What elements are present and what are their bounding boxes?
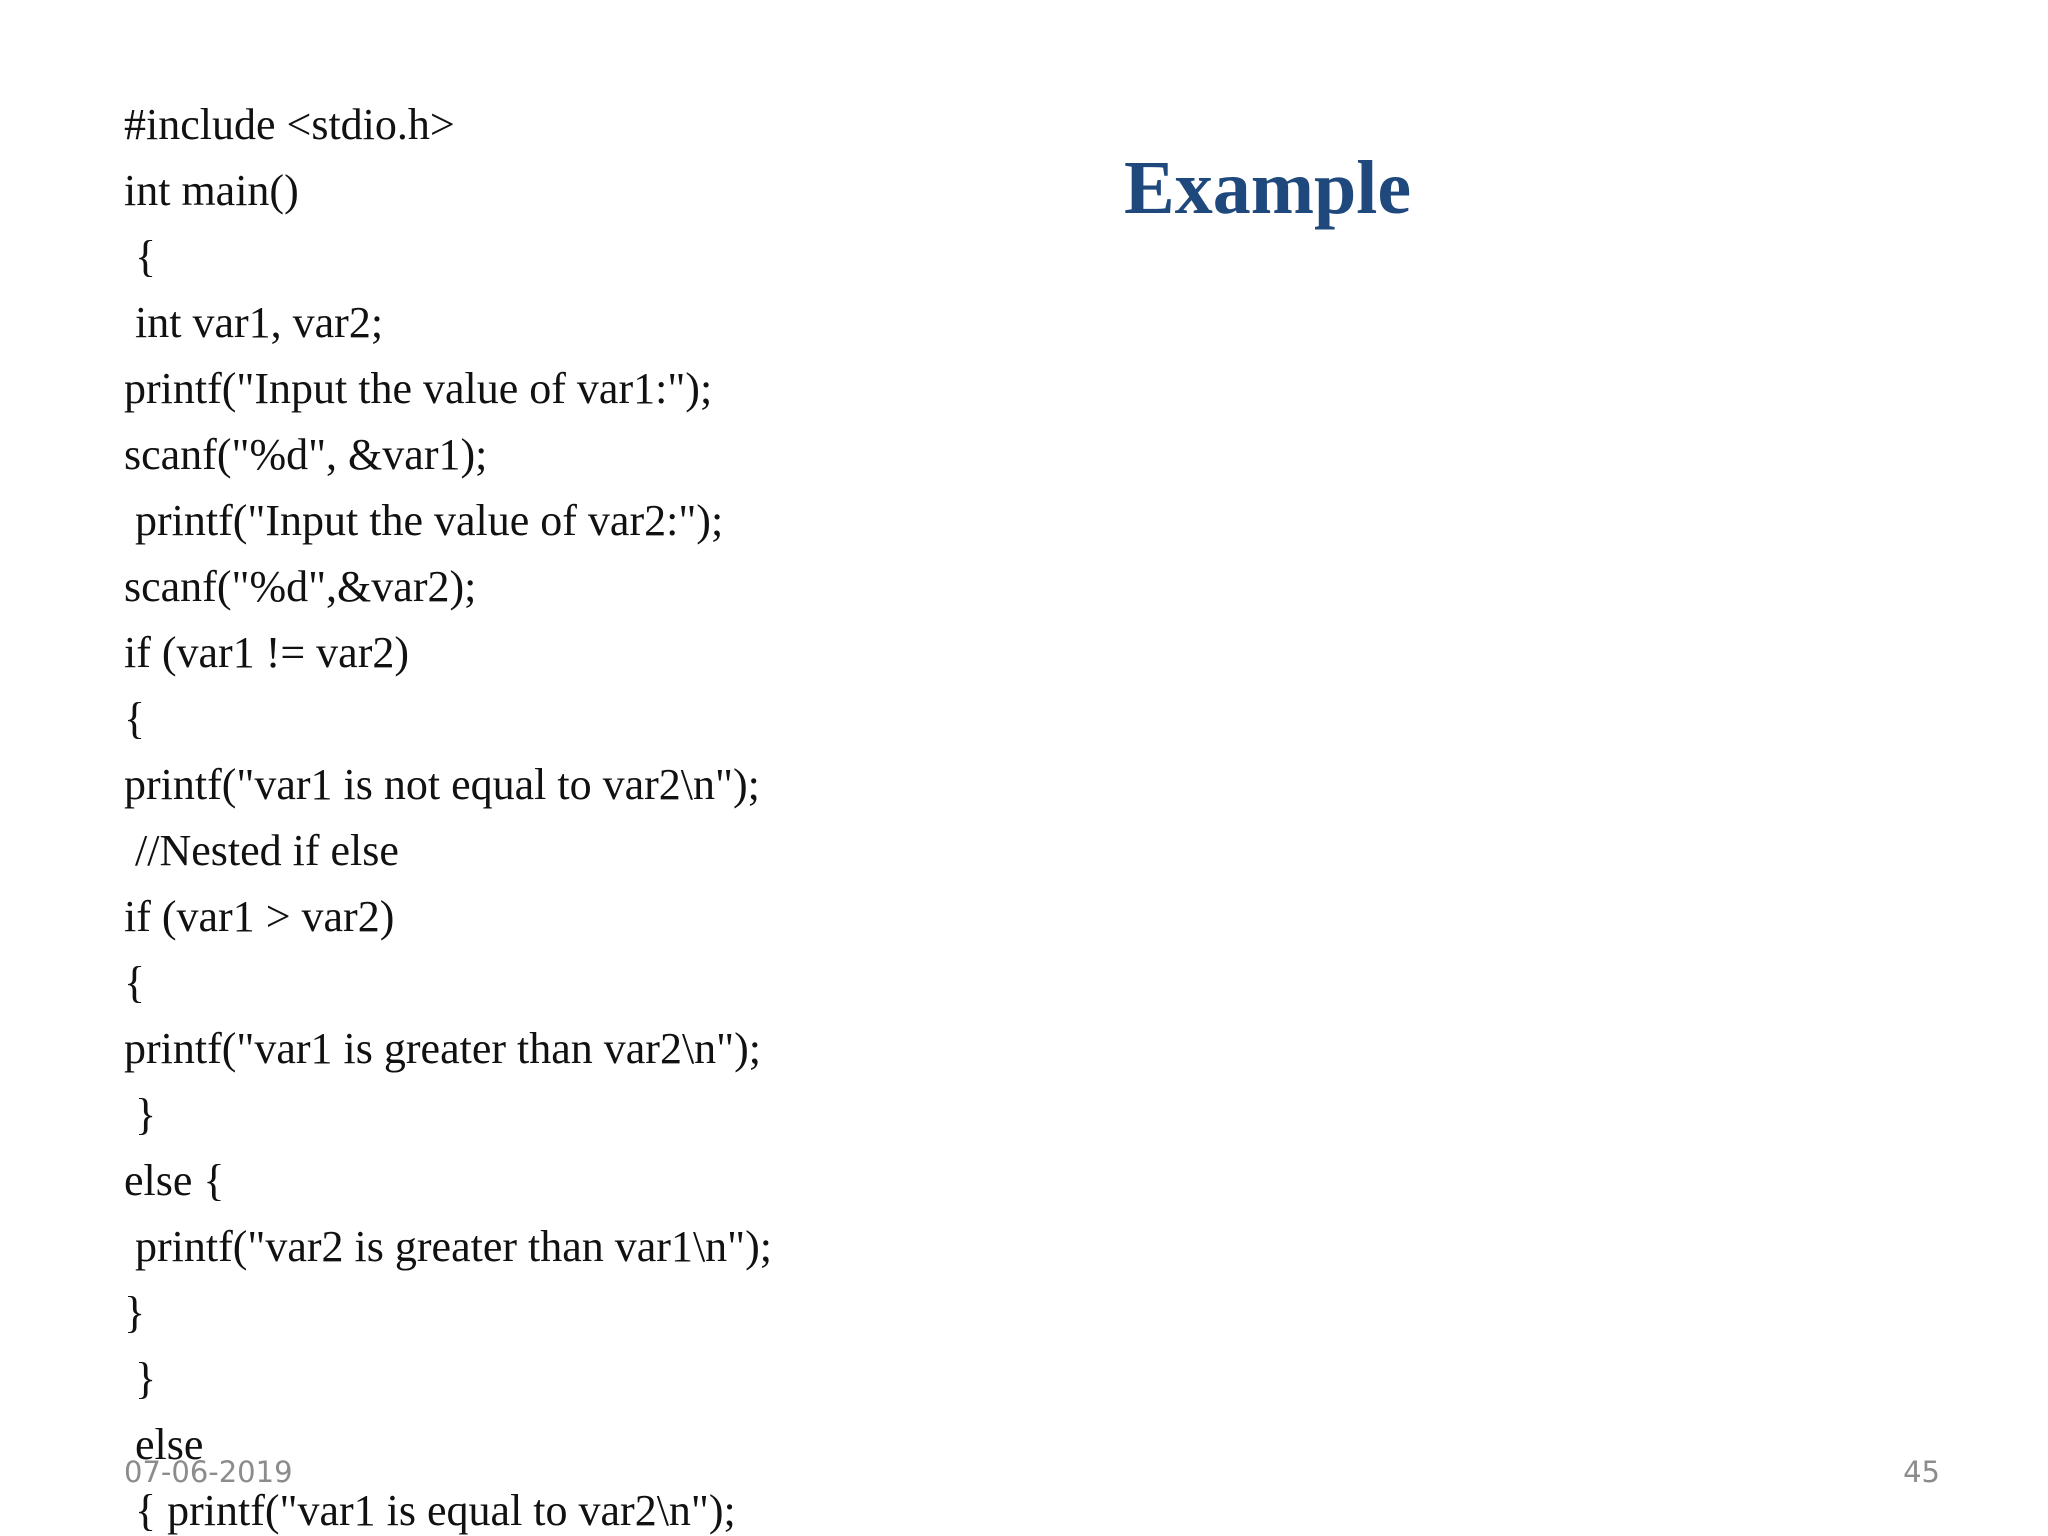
footer-date: 07-06-2019 — [124, 1455, 293, 1489]
code-line: scanf("%d",&var2); — [124, 562, 477, 611]
code-line: int main() — [124, 166, 299, 215]
code-line: { — [124, 694, 146, 743]
page-number: 45 — [1903, 1455, 1940, 1489]
code-line: } — [124, 1090, 157, 1139]
code-line: { — [124, 232, 157, 281]
code-block — [124, 97, 772, 1536]
code-line: printf("var1 is not equal to var2\n"); — [124, 760, 760, 809]
code-line: printf("var2 is greater than var1\n"); — [124, 1222, 773, 1271]
code-line: scanf("%d", &var1); — [124, 430, 488, 479]
slide-title: Example — [1124, 146, 1412, 230]
code-line: printf("Input the value of var1:"); — [124, 364, 713, 413]
code-line: { — [124, 958, 146, 1007]
code-line: else { — [124, 1156, 225, 1205]
code-line: } — [124, 1288, 146, 1337]
code-line: } — [124, 1354, 157, 1403]
code-line: if (var1 > var2) — [124, 892, 395, 941]
code-line: //Nested if else — [124, 826, 399, 875]
code-line: { printf("var1 is equal to var2\n"); — [124, 1486, 736, 1535]
code-line: if (var1 != var2) — [124, 628, 410, 677]
code-line: printf("Input the value of var2:"); — [124, 496, 724, 545]
code-line: printf("var1 is greater than var2\n"); — [124, 1024, 762, 1073]
code-line: else — [124, 1420, 204, 1469]
code-line: #include <stdio.h> — [124, 100, 455, 149]
code-line: int var1, var2; — [124, 298, 384, 347]
